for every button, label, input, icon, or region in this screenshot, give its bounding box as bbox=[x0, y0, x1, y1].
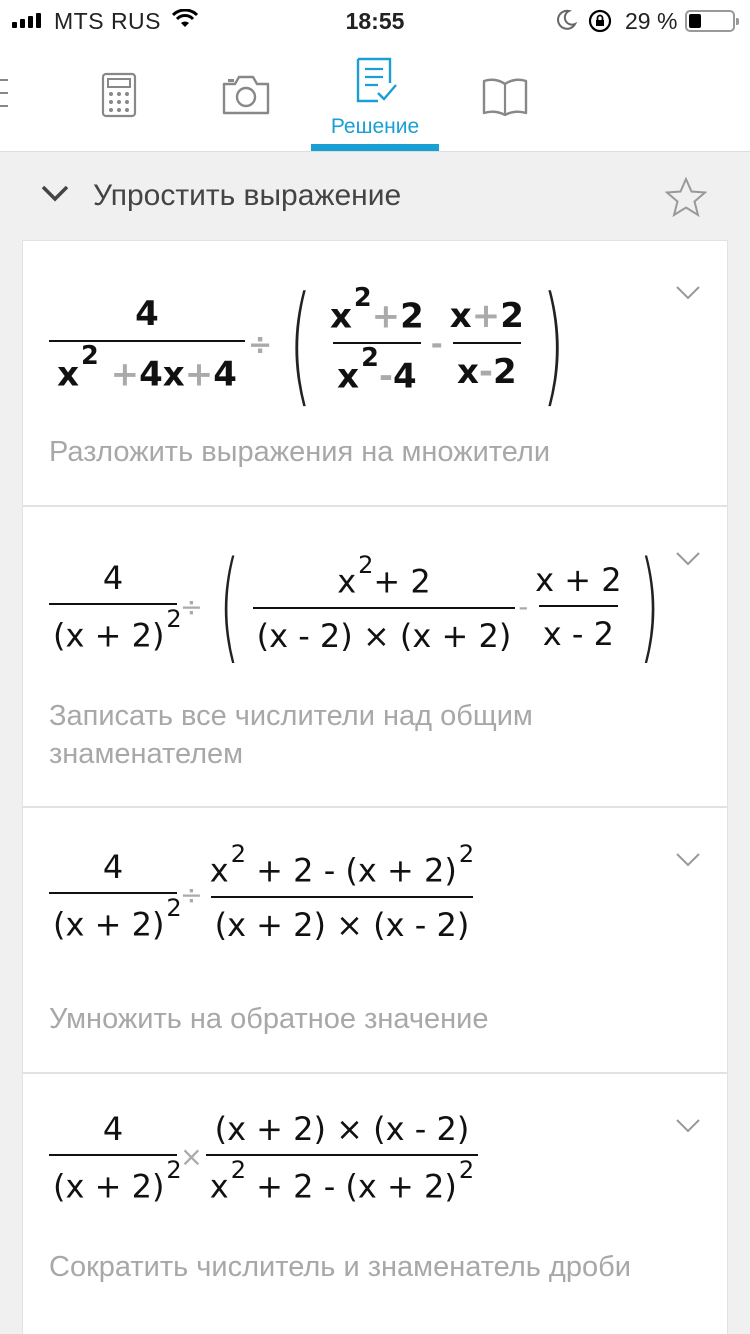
clock: 18:55 bbox=[345, 8, 405, 34]
camera-icon[interactable] bbox=[221, 74, 271, 121]
chevron-down-icon[interactable] bbox=[675, 285, 701, 306]
calculator-icon[interactable] bbox=[101, 72, 137, 123]
book-icon[interactable] bbox=[482, 76, 528, 121]
step-1-description: Разложить выражения на множители bbox=[49, 436, 551, 468]
chevron-down-icon[interactable] bbox=[675, 1118, 701, 1139]
chevron-down-icon[interactable] bbox=[40, 183, 70, 208]
carrier-name: MTS RUS bbox=[54, 8, 161, 34]
step-4-expression: $\frac{4}{(x + 2)^2}$ × $\frac{(x + 2) \times (x - 2)}{x^2 + 2 - (x + 2)^2}$ bbox=[49, 1110, 478, 1206]
battery-percent: 29 % bbox=[625, 8, 678, 34]
step-card-2[interactable] bbox=[22, 506, 728, 807]
rotation-lock-icon bbox=[588, 9, 612, 38]
section-title: Упростить выражение bbox=[93, 179, 402, 212]
solution-icon[interactable] bbox=[354, 57, 398, 110]
do-not-disturb-icon bbox=[555, 9, 577, 36]
battery-icon bbox=[685, 10, 735, 32]
star-icon[interactable] bbox=[665, 177, 707, 222]
status-bar bbox=[0, 0, 750, 42]
menu-icon[interactable] bbox=[0, 78, 12, 119]
section-header[interactable] bbox=[0, 153, 750, 239]
step-1-expression: $\frac{4}{x^2 +4x+4}$ ÷ ( $\frac{x^2+2}{x^2-4}$ - $\frac{x+2}{x-2}$ ) bbox=[49, 279, 579, 409]
battery-level bbox=[689, 14, 701, 28]
active-tab-indicator bbox=[311, 144, 439, 151]
step-card-4[interactable] bbox=[22, 1073, 728, 1334]
step-card-1[interactable] bbox=[22, 240, 728, 506]
step-2-expression: $\frac{4}{(x + 2)^2}$ ÷ ( $\frac{x^2+ 2}{(x - 2) \times (x + 2)}$ - $\frac{x + 2}{x - 2}$ ) bbox=[49, 547, 672, 667]
step-2-description: Записать все числители над общим знаменателем bbox=[49, 700, 533, 770]
chevron-down-icon[interactable] bbox=[675, 551, 701, 572]
tab-solution-label[interactable]: Решение bbox=[330, 115, 420, 138]
step-3-expression: $\frac{4}{(x + 2)^2}$ ÷ $\frac{x^2 + 2 - (x + 2)^2}{(x + 2) \times (x - 2)}$ bbox=[49, 848, 478, 944]
step-card-3[interactable] bbox=[22, 807, 728, 1073]
step-4-description: Сократить числитель и знаменатель дроби bbox=[49, 1251, 631, 1283]
chevron-down-icon[interactable] bbox=[675, 852, 701, 873]
step-3-description: Умножить на обратное значение bbox=[49, 1003, 489, 1035]
tab-bar bbox=[0, 42, 750, 152]
